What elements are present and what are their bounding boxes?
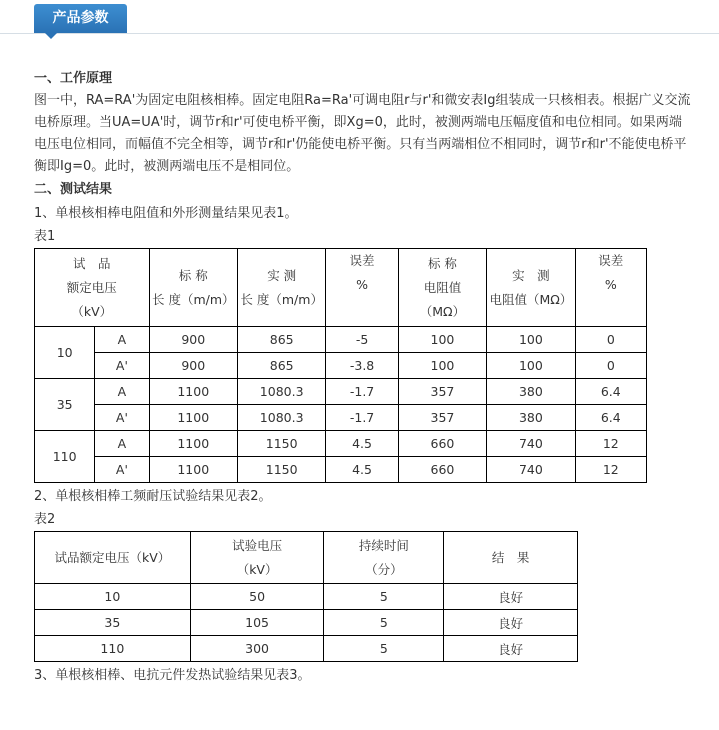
header-line: 实 测 [267, 267, 297, 283]
header-rated-voltage [35, 532, 191, 584]
cell-phase: A' [95, 405, 149, 431]
table1-caption: 表1 [34, 229, 56, 244]
cell-measured-length: 1080.3 [237, 379, 325, 405]
header-line: （分） [365, 561, 403, 577]
header-line: （kV） [236, 561, 278, 577]
header-voltage [35, 249, 150, 327]
header-line: 电阻值（MΩ） [489, 291, 573, 307]
table-row [35, 610, 578, 636]
cell-nominal-length: 1100 [149, 405, 237, 431]
table-row [35, 405, 647, 431]
tab-pointer-arrow [45, 33, 57, 39]
header-length-error [326, 249, 398, 327]
cell-test-voltage: 105 [190, 610, 324, 636]
cell-measured-resistance: 100 [487, 327, 575, 353]
cell-result: 良好 [444, 584, 578, 610]
cell-rated-voltage: 110 [35, 431, 95, 483]
header-line: 标 称 [427, 255, 457, 271]
cell-measured-resistance: 380 [487, 405, 575, 431]
header-line: 实 测 [512, 267, 550, 283]
table-header-row [35, 532, 578, 584]
cell-error-resistance: 12 [575, 457, 646, 483]
cell-measured-length: 1080.3 [237, 405, 325, 431]
cell-error-resistance: 6.4 [575, 379, 646, 405]
cell-nominal-resistance: 357 [398, 379, 486, 405]
header-duration [324, 532, 444, 584]
table-row [35, 584, 578, 610]
header-line: 额定电压 [66, 279, 117, 295]
article-content [34, 68, 694, 688]
withstand-voltage-table [34, 531, 578, 662]
cell-test-voltage: 50 [190, 584, 324, 610]
cell-measured-length: 865 [237, 353, 325, 379]
resistance-dimension-table [34, 248, 647, 483]
table2-caption: 表2 [34, 512, 56, 527]
cell-result: 良好 [444, 610, 578, 636]
tab-product-parameters[interactable]: 产品参数 [34, 4, 127, 33]
cell-measured-length: 1150 [237, 457, 325, 483]
header-test-voltage [190, 532, 324, 584]
cell-nominal-resistance: 660 [398, 431, 486, 457]
table-row [35, 636, 578, 662]
cell-voltage: 35 [35, 610, 191, 636]
header-line: 试验电压 [232, 537, 283, 553]
header-line: % [356, 277, 368, 292]
table-row [35, 457, 647, 483]
cell-nominal-resistance: 357 [398, 405, 486, 431]
cell-nominal-length: 1100 [149, 457, 237, 483]
table-row [35, 379, 647, 405]
cell-error-resistance: 0 [575, 327, 646, 353]
result-item-1: 1、单根核相棒电阻值和外形测量结果见表1。 [34, 206, 298, 221]
cell-error-length: -5 [326, 327, 398, 353]
table-header-row [35, 249, 647, 327]
principle-paragraph: 图一中，RA=RA'为固定电阻核相棒。固定电阻Ra=Ra'可调电阻r与r'和微安表Ig组装成一只核相表。根据广义交流电桥原理。当UA=UA'时，调节r和r'可使电桥平衡，即Xg=0，此时，被测两端电压幅度值和电位相同。如果两端电压电位相同，而幅值不完全相等，调节r和r'仍能使电桥平衡。只有当两端相位不相同时，调节r和r'不能使电桥平衡即Ig=0。此时，被测两端电压不是相同位。 [34, 93, 691, 174]
header-nominal-resistance [398, 249, 486, 327]
cell-nominal-length: 1100 [149, 431, 237, 457]
cell-error-length: -1.7 [326, 379, 398, 405]
cell-error-resistance: 0 [575, 353, 646, 379]
header-result [444, 532, 578, 584]
header-line: 电阻值 [423, 279, 462, 295]
cell-voltage: 110 [35, 636, 191, 662]
cell-rated-voltage: 35 [35, 379, 95, 431]
header-line: 长 度（m/m） [240, 291, 323, 307]
header-line: 试品额定电压（kV） [54, 549, 171, 565]
cell-error-length: -1.7 [326, 405, 398, 431]
cell-test-voltage: 300 [190, 636, 324, 662]
cell-measured-resistance: 740 [487, 457, 575, 483]
cell-nominal-resistance: 660 [398, 457, 486, 483]
cell-error-resistance: 12 [575, 431, 646, 457]
cell-phase: A [95, 431, 149, 457]
cell-measured-resistance: 380 [487, 379, 575, 405]
table-row [35, 327, 647, 353]
cell-measured-length: 865 [237, 327, 325, 353]
tab-bar [0, 0, 719, 34]
header-line: % [604, 277, 617, 292]
cell-rated-voltage: 10 [35, 327, 95, 379]
header-line: 误差 [349, 253, 375, 268]
header-line: 长 度（m/m） [151, 291, 235, 307]
header-line: （kV） [71, 303, 113, 319]
cell-nominal-length: 900 [149, 327, 237, 353]
cell-error-resistance: 6.4 [575, 405, 646, 431]
cell-phase: A' [95, 353, 149, 379]
cell-duration: 5 [324, 636, 444, 662]
header-measured-length [237, 249, 325, 327]
result-item-3: 3、单根核相棒、电抗元件发热试验结果见表3。 [34, 668, 311, 683]
cell-duration: 5 [324, 610, 444, 636]
cell-measured-resistance: 100 [487, 353, 575, 379]
section-heading-results: 二、测试结果 [34, 182, 113, 197]
cell-measured-resistance: 740 [487, 431, 575, 457]
cell-phase: A [95, 379, 149, 405]
header-line: （MΩ） [419, 303, 466, 319]
cell-error-length: -3.8 [326, 353, 398, 379]
table-row [35, 353, 647, 379]
cell-nominal-length: 900 [149, 353, 237, 379]
cell-result: 良好 [444, 636, 578, 662]
header-line: 持续时间 [358, 537, 409, 553]
header-nominal-length [149, 249, 237, 327]
header-line: 误差 [598, 253, 624, 268]
cell-measured-length: 1150 [237, 431, 325, 457]
header-line: 结 果 [491, 549, 530, 565]
cell-voltage: 10 [35, 584, 191, 610]
cell-duration: 5 [324, 584, 444, 610]
header-resistance-error [575, 249, 646, 327]
header-line: 标 称 [178, 267, 208, 283]
cell-nominal-resistance: 100 [398, 353, 486, 379]
header-line: 试 品 [73, 255, 111, 271]
cell-error-length: 4.5 [326, 457, 398, 483]
cell-phase: A' [95, 457, 149, 483]
result-item-2: 2、单根核相棒工频耐压试验结果见表2。 [34, 489, 272, 504]
cell-phase: A [95, 327, 149, 353]
cell-error-length: 4.5 [326, 431, 398, 457]
cell-nominal-resistance: 100 [398, 327, 486, 353]
header-measured-resistance [487, 249, 575, 327]
section-heading-principle: 一、工作原理 [34, 71, 113, 86]
table-row [35, 431, 647, 457]
cell-nominal-length: 1100 [149, 379, 237, 405]
